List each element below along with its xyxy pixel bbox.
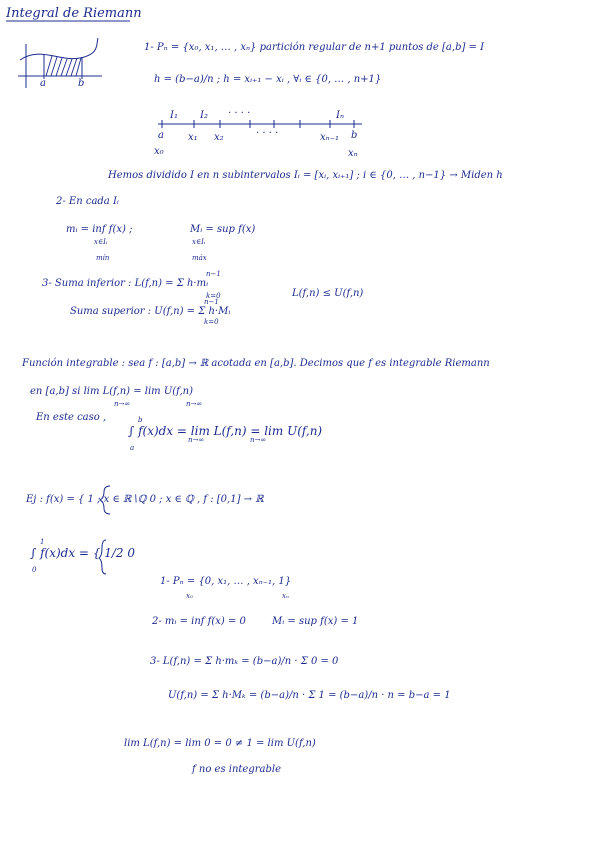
step2-mi-sub: x∈Iᵢ (94, 238, 108, 246)
def-line1: Función integrable : sea f : [a,b] → ℝ acotada en [a,b]. Decimos que f es integrable Riemann (22, 358, 490, 369)
example-step1: 1- Pₙ = {0, x₁, … , xₙ₋₁, 1} (160, 576, 292, 587)
def-line2: en [a,b] si lim L(f,n) = lim U(f,n) (30, 386, 194, 397)
riemann-graph (18, 38, 102, 88)
partition-axis (158, 120, 362, 128)
axis-b: b (351, 130, 358, 141)
def-integral-lim-sub-1: n→∞ (188, 436, 205, 444)
axis-x1: x₁ (188, 132, 198, 143)
axis-dots-top: · · · · (228, 108, 251, 119)
example-step2-m: 2- mᵢ = inf f(x) = 0 (152, 616, 246, 627)
step3-upper-top: n−1 (204, 298, 219, 306)
def-integral: ∫ f(x)dx = lim L(f,n) = lim U(f,n) (128, 424, 323, 438)
step2-heading: 2- En cada Iᵢ (56, 196, 119, 207)
example-step3-L: 3- L(f,n) = Σ h·mₖ = (b−a)/n · Σ 0 = 0 (150, 656, 339, 667)
example-definition: Ej : f(x) = { 1 ; x ∈ ℝ∖ℚ 0 ; x ∈ ℚ , f : [0,1] → ℝ (26, 494, 264, 505)
step3-lower-bottom: k=0 (206, 292, 221, 300)
example-int-top: 1 (40, 538, 45, 546)
axis-dots-bottom: · · · · (256, 128, 279, 139)
step3-upper-sum: Suma superior : U(f,n) = Σ h·Mᵢ (70, 306, 231, 317)
def-int-bottom: a (130, 444, 135, 452)
def-integral-lim-sub-2: n→∞ (250, 436, 267, 444)
axis-x0: x₀ (154, 146, 164, 157)
example-conclusion-lim: lim L(f,n) = lim 0 = 0 ≠ 1 = lim U(f,n) (124, 738, 316, 749)
step2-min-label: mín (96, 254, 110, 262)
example-int-bottom: 0 (32, 566, 37, 574)
axis-In: Iₙ (336, 110, 345, 121)
step3-upper-bottom: k=0 (204, 318, 219, 326)
graph-curve (20, 38, 98, 60)
step3-lower-top: n−1 (206, 270, 221, 278)
step3-inequality: L(f,n) ≤ U(f,n) (292, 288, 364, 299)
graph-label-b: b (78, 78, 85, 89)
axis-xn: xₙ (348, 148, 358, 159)
graph-hatching (46, 56, 81, 76)
step2-Mi-sub: x∈Iᵢ (192, 238, 206, 246)
graph-label-a: a (40, 78, 46, 89)
example-step1-sub0: x₀ (186, 592, 193, 600)
step1-partition: 1- Pₙ = {x₀, x₁, … , xₙ} partición regular de n+1 puntos de [a,b] = I (144, 42, 485, 53)
example-step2-M: Mᵢ = sup f(x) = 1 (272, 616, 359, 627)
subintervals-text: Hemos dividido I en n subintervalos Iᵢ = [xᵢ, xᵢ₊₁] ; i ∈ {0, … , n−1} → Miden h (108, 170, 503, 181)
axis-x2: x₂ (214, 132, 224, 143)
example-step3-U: U(f,n) = Σ h·Mₖ = (b−a)/n · Σ 1 = (b−a)/n · n = b−a = 1 (168, 690, 451, 701)
example-step1-subn: xₙ (282, 592, 289, 600)
step2-Mi: Mᵢ = sup f(x) (190, 224, 256, 235)
axis-a: a (158, 130, 164, 141)
example-conclusion: f no es integrable (192, 764, 281, 775)
def-int-top: b (138, 416, 143, 424)
step2-mi: mᵢ = inf f(x) ; (66, 224, 133, 235)
step1-h: h = (b−a)/n ; h = xᵢ₊₁ − xᵢ , ∀ᵢ ∈ {0, … , n+1} (154, 74, 382, 85)
def-lim-sub-2: n→∞ (186, 400, 203, 408)
def-line3: En este caso , (36, 412, 107, 423)
def-lim-sub-1: n→∞ (114, 400, 131, 408)
step2-max-label: máx (192, 254, 207, 262)
example-integral: ∫ f(x)dx = { 1/2 0 (30, 546, 135, 560)
axis-I1: I₁ (170, 110, 178, 121)
page-title: Integral de Riemann (6, 6, 142, 21)
step3-lower-sum: 3- Suma inferior : L(f,n) = Σ h·mᵢ (42, 278, 209, 289)
axis-I2: I₂ (200, 110, 208, 121)
axis-xn1: xₙ₋₁ (320, 132, 339, 143)
